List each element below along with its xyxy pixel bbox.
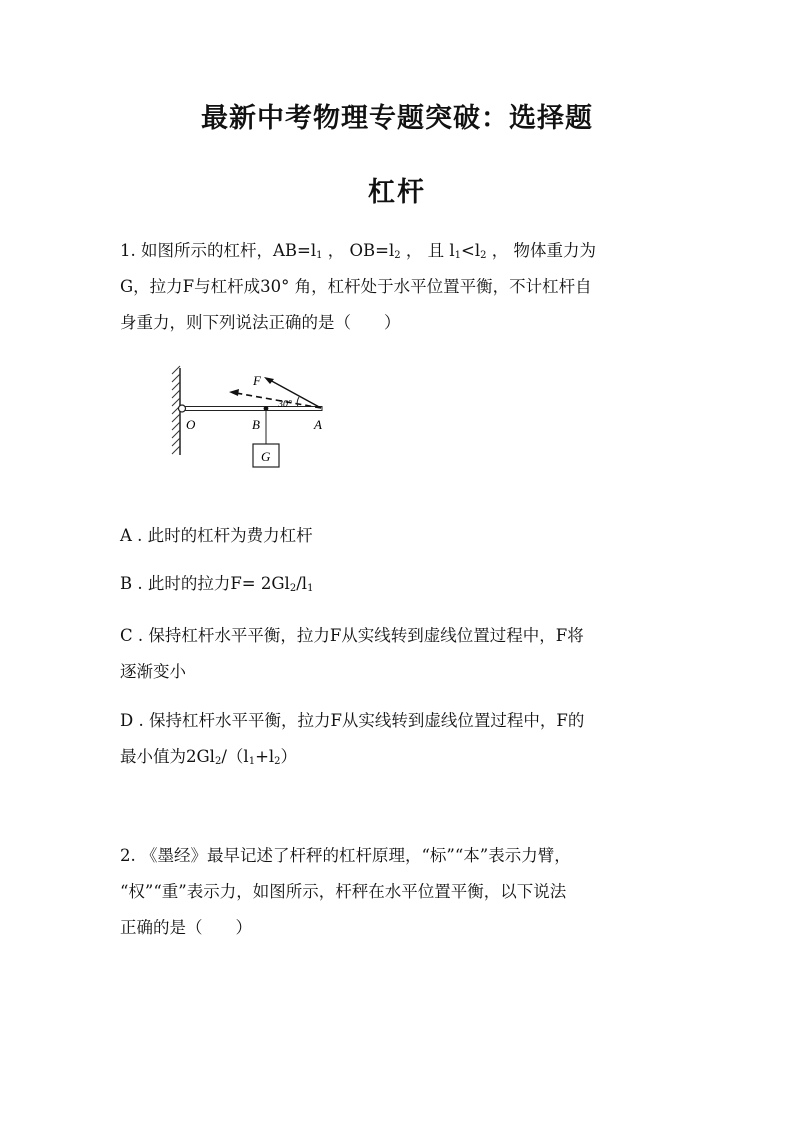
lever-bar — [182, 407, 322, 411]
label-f: F — [253, 373, 261, 388]
question-2-stem — [120, 838, 680, 946]
option-b — [120, 566, 680, 602]
option-c-line-2: 逐渐变小 — [120, 662, 186, 681]
option-c — [120, 618, 680, 690]
q1-text-segment: <l — [461, 241, 481, 260]
label-o: O — [186, 417, 196, 432]
option-d-subscript: 1 — [248, 756, 256, 767]
section-title: 杠杆 — [368, 177, 426, 208]
option-d-text: ） — [280, 747, 298, 766]
q1-subscript: 1 — [316, 250, 323, 261]
q1-text-segment: ， 物体重力为 — [486, 241, 597, 260]
question-2-line-1: 2. 《墨经》最早记述了杆秤的杠杆原理，“标”“本”表示力臂， — [120, 846, 571, 865]
angle-arc — [297, 397, 299, 407]
question-1-stem — [120, 233, 680, 341]
option-a: A . 此时的杠杆为费力杠杆 — [120, 526, 313, 545]
option-d-text: 最小值为2Gl — [120, 747, 215, 766]
label-a: A — [314, 417, 322, 432]
question-2-line-2: “权”“重”表示力，如图所示，杆秤在水平位置平衡，以下说法 — [120, 882, 567, 901]
option-b-subscript: 2 — [289, 583, 297, 594]
option-d-text: +l — [255, 747, 275, 766]
q1-subscript: 2 — [394, 250, 401, 261]
q1-subscript: 1 — [454, 250, 462, 261]
q1-text-segment: ， 且 l — [400, 241, 455, 260]
q1-text-segment: 1. 如图所示的杠杆，AB=l — [120, 241, 317, 260]
force-arrow-solid — [268, 379, 321, 408]
pivot-o — [179, 405, 186, 412]
lever-diagram — [160, 360, 340, 475]
option-d-subscript: 2 — [214, 756, 222, 767]
label-angle: 30° — [278, 399, 292, 410]
option-d-subscript: 2 — [274, 756, 281, 767]
question-1-line-2: G，拉力F与杠杆成30° 角，杠杆处于水平位置平衡，不计杠杆自 — [120, 277, 592, 296]
q1-subscript: 2 — [480, 250, 487, 261]
option-b-subscript: 1 — [307, 583, 314, 594]
question-1-line-1 — [120, 233, 680, 269]
label-g: G — [261, 449, 271, 464]
dashed-arrowhead — [229, 389, 239, 396]
option-c-line-1: C . 保持杠杆水平平衡，拉力F从实线转到虚线位置过程中，F将 — [120, 626, 584, 645]
option-d-line-2 — [120, 739, 680, 775]
option-b-text: B . 此时的拉力F= 2Gl — [120, 574, 290, 593]
force-arrowhead — [264, 377, 274, 384]
q1-text-segment: ， OB=l — [322, 241, 395, 260]
question-2-line-3: 正确的是（ ） — [120, 918, 252, 937]
page-title: 最新中考物理专题突破：选择题 — [201, 103, 593, 134]
question-1-line-3: 身重力，则下列说法正确的是（ ） — [120, 313, 401, 332]
label-b: B — [252, 417, 260, 432]
option-d — [120, 703, 680, 775]
option-d-line-1: D . 保持杠杆水平平衡，拉力F从实线转到虚线位置过程中，F的 — [120, 711, 585, 730]
option-d-text: /（l — [221, 747, 249, 766]
option-b-text: /l — [296, 574, 308, 593]
